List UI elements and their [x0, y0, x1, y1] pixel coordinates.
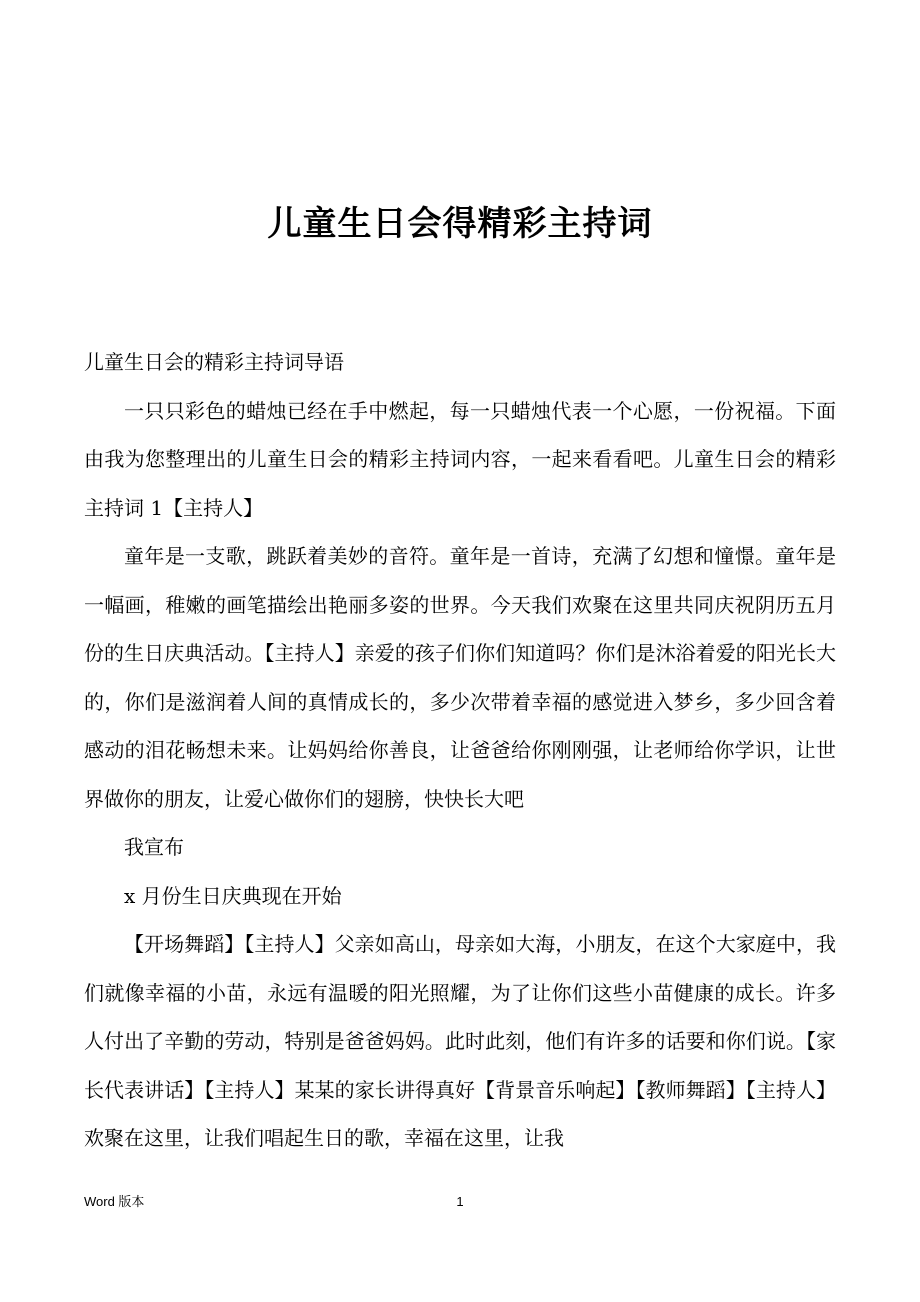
paragraph: x 月份生日庆典现在开始	[124, 883, 342, 908]
paragraph: 一只只彩色的蜡烛已经在手中燃起，每一只蜡烛代表一个心愿，一份祝福。下面由我为您整理出的儿童生日会的精彩主持词内容，一起来看看吧。儿童生日会的精彩主持词 1【主持人】	[84, 398, 836, 520]
paragraph: 【开场舞蹈】【主持人】父亲如高山，母亲如大海，小朋友，在这个大家庭中，我们就像幸福的小苗，永远有温暖的阳光照耀，为了让你们这些小苗健康的成长。许多人付出了辛勤的劳动，特别是爸爸妈妈。此时此刻，他们有许多的话要和你们说。【家长代表讲话】【主持人】某某的家长讲得真好【背景音乐响起】【教师舞蹈】【主持人】欢聚在这里，让我们唱起生日的歌，幸福在这里，让我	[84, 932, 836, 1150]
document-body	[84, 338, 836, 1163]
page-number: 1	[456, 1194, 464, 1209]
document-title: 儿童生日会得精彩主持词	[267, 204, 653, 244]
paragraph: 童年是一支歌，跳跃着美妙的音符。童年是一首诗，充满了幻想和憧憬。童年是一幅画，稚嫩的画笔描绘出艳丽多姿的世界。今天我们欢聚在这里共同庆祝阴历五月份的生日庆典活动。【主持人】亲爱的孩子们你们知道吗？你们是沐浴着爱的阳光长大的，你们是滋润着人间的真情成长的，多少次带着幸福的感觉进入梦乡，多少回含着感动的泪花畅想未来。让妈妈给你善良，让爸爸给你刚刚强，让老师给你学识，让世界做你的朋友，让爱心做你们的翅膀，快快长大吧	[84, 544, 836, 811]
paragraph: 我宣布	[124, 835, 184, 859]
paragraph-intro-heading: 儿童生日会的精彩主持词导语	[84, 350, 344, 374]
footer-label: Word 版本	[84, 1194, 145, 1209]
